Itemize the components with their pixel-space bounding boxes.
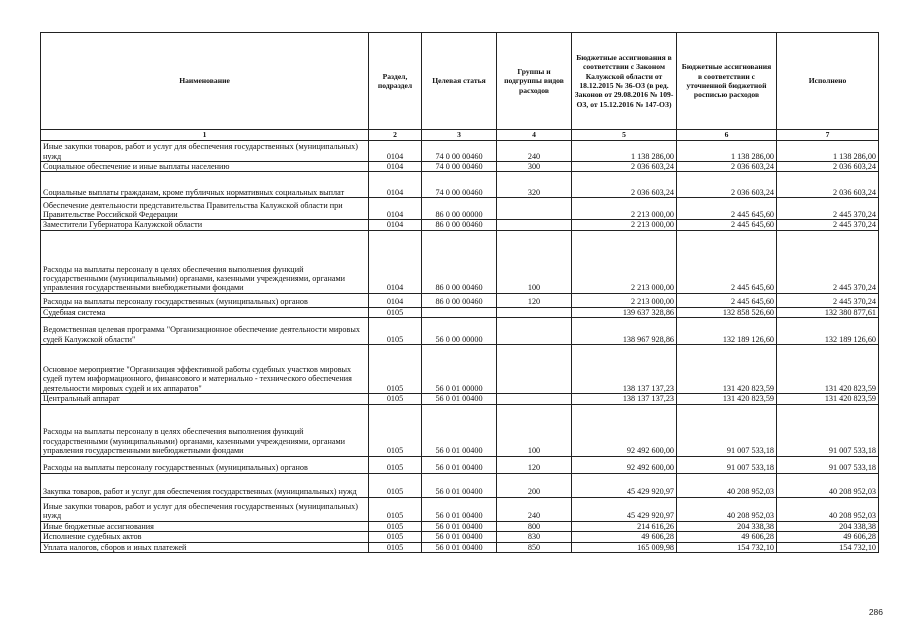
cell-expense-group: 320: [497, 172, 572, 198]
cell-name: Иные закупки товаров, работ и услуг для обеспечения государственных (муниципальных) нужд: [41, 497, 369, 521]
page-number: 286: [868, 607, 883, 617]
table-row: [41, 404, 879, 456]
cell-revised-appropriations: 132 189 126,60: [677, 318, 777, 345]
table-row: [41, 220, 879, 230]
cell-section: 0105: [369, 345, 422, 394]
cell-revised-appropriations: 132 858 526,60: [677, 307, 777, 317]
cell-name: Обеспечение деятельности представительства Правительства Калужской области при Правительстве Российской Федерации: [41, 198, 369, 220]
cell-expense-group: 240: [497, 141, 572, 162]
cell-expense-group: [497, 307, 572, 317]
cell-target-article: 86 0 00 00460: [422, 293, 497, 307]
cell-section: 0104: [369, 220, 422, 230]
cell-target-article: 86 0 00 00460: [422, 220, 497, 230]
cell-section: 0105: [369, 318, 422, 345]
cell-expense-group: 850: [497, 542, 572, 552]
table-body: [41, 141, 879, 553]
cell-name: Иные закупки товаров, работ и услуг для обеспечения государственных (муниципальных) нужд: [41, 141, 369, 162]
cell-name: Закупка товаров, работ и услуг для обеспечения государственных (муниципальных) нужд: [41, 473, 369, 497]
cell-executed: 1 138 286,00: [777, 141, 879, 162]
cell-target-article: 56 0 01 00400: [422, 542, 497, 552]
cell-section: 0104: [369, 198, 422, 220]
table-row: [41, 318, 879, 345]
cell-law-appropriations: 1 138 286,00: [572, 141, 677, 162]
cell-law-appropriations: 92 492 600,00: [572, 456, 677, 473]
cell-revised-appropriations: 2 445 645,60: [677, 198, 777, 220]
cell-revised-appropriations: 154 732,10: [677, 542, 777, 552]
cell-executed: 204 338,38: [777, 521, 879, 531]
column-number: 5: [572, 130, 677, 141]
cell-name: Расходы на выплаты персоналу государственных (муниципальных) органов: [41, 293, 369, 307]
cell-law-appropriations: 2 213 000,00: [572, 220, 677, 230]
cell-law-appropriations: 138 967 928,86: [572, 318, 677, 345]
cell-executed: 40 208 952,03: [777, 497, 879, 521]
cell-section: 0104: [369, 141, 422, 162]
cell-section: 0105: [369, 497, 422, 521]
cell-executed: 40 208 952,03: [777, 473, 879, 497]
cell-revised-appropriations: 40 208 952,03: [677, 473, 777, 497]
cell-section: 0104: [369, 172, 422, 198]
cell-law-appropriations: 214 616,26: [572, 521, 677, 531]
cell-revised-appropriations: 2 445 645,60: [677, 293, 777, 307]
cell-section: 0104: [369, 293, 422, 307]
cell-law-appropriations: 165 009,98: [572, 542, 677, 552]
header-expense-group: Группы и подгруппы видов расходов: [497, 33, 572, 130]
cell-target-article: 56 0 01 00400: [422, 473, 497, 497]
cell-name: Расходы на выплаты персоналу государственных (муниципальных) органов: [41, 456, 369, 473]
cell-target-article: 86 0 00 00000: [422, 198, 497, 220]
cell-executed: 131 420 823,59: [777, 345, 879, 394]
table-row: [41, 162, 879, 172]
cell-section: 0105: [369, 404, 422, 456]
cell-name: Социальное обеспечение и иные выплаты населению: [41, 162, 369, 172]
cell-name: Иные бюджетные ассигнования: [41, 521, 369, 531]
cell-executed: 2 445 370,24: [777, 220, 879, 230]
cell-revised-appropriations: 2 036 603,24: [677, 162, 777, 172]
table-header-row: [41, 33, 879, 130]
cell-expense-group: 300: [497, 162, 572, 172]
cell-revised-appropriations: 131 420 823,59: [677, 394, 777, 404]
cell-name: Социальные выплаты гражданам, кроме публичных нормативных социальных выплат: [41, 172, 369, 198]
cell-section: 0104: [369, 162, 422, 172]
cell-revised-appropriations: 2 445 645,60: [677, 220, 777, 230]
cell-target-article: [422, 307, 497, 317]
cell-law-appropriations: 138 137 137,23: [572, 394, 677, 404]
cell-revised-appropriations: 131 420 823,59: [677, 345, 777, 394]
cell-law-appropriations: 2 213 000,00: [572, 293, 677, 307]
cell-target-article: 56 0 01 00400: [422, 521, 497, 531]
cell-revised-appropriations: 49 606,28: [677, 532, 777, 542]
cell-target-article: 56 0 00 00000: [422, 318, 497, 345]
table-row: [41, 497, 879, 521]
cell-law-appropriations: 138 137 137,23: [572, 345, 677, 394]
column-number: 7: [777, 130, 879, 141]
cell-expense-group: 100: [497, 404, 572, 456]
column-number-row: [41, 130, 879, 141]
cell-expense-group: [497, 220, 572, 230]
cell-target-article: 56 0 01 00400: [422, 404, 497, 456]
table-row: [41, 456, 879, 473]
table-row: [41, 473, 879, 497]
cell-executed: 2 036 603,24: [777, 162, 879, 172]
cell-law-appropriations: 45 429 920,97: [572, 497, 677, 521]
cell-law-appropriations: 139 637 328,86: [572, 307, 677, 317]
header-section: Раздел, подраздел: [369, 33, 422, 130]
cell-name: Заместители Губернатора Калужской области: [41, 220, 369, 230]
column-number: 2: [369, 130, 422, 141]
cell-law-appropriations: 49 606,28: [572, 532, 677, 542]
cell-law-appropriations: 45 429 920,97: [572, 473, 677, 497]
cell-executed: 2 445 370,24: [777, 198, 879, 220]
cell-revised-appropriations: 91 007 533,18: [677, 404, 777, 456]
cell-executed: 2 445 370,24: [777, 293, 879, 307]
cell-target-article: 74 0 00 00460: [422, 172, 497, 198]
cell-name: Судебная система: [41, 307, 369, 317]
header-name: Наименование: [41, 33, 369, 130]
cell-executed: 132 189 126,60: [777, 318, 879, 345]
cell-executed: 2 445 370,24: [777, 230, 879, 293]
cell-expense-group: 200: [497, 473, 572, 497]
cell-executed: 91 007 533,18: [777, 404, 879, 456]
column-number: 6: [677, 130, 777, 141]
header-law-appropriations: Бюджетные ассигнования в соответствии с Законом Калужской области от 18.12.2015 № 36-ОЗ (в ред. Законов от 29.08.2016 № 109-ОЗ, от 15.12.2016 № 147-ОЗ): [572, 33, 677, 130]
cell-section: 0105: [369, 307, 422, 317]
cell-executed: 91 007 533,18: [777, 456, 879, 473]
table-row: [41, 394, 879, 404]
cell-expense-group: 800: [497, 521, 572, 531]
cell-section: 0105: [369, 542, 422, 552]
cell-section: 0105: [369, 521, 422, 531]
cell-section: 0105: [369, 456, 422, 473]
cell-section: 0105: [369, 394, 422, 404]
cell-law-appropriations: 2 036 603,24: [572, 162, 677, 172]
table-row: [41, 345, 879, 394]
cell-target-article: 74 0 00 00460: [422, 141, 497, 162]
cell-expense-group: [497, 394, 572, 404]
cell-expense-group: 240: [497, 497, 572, 521]
cell-executed: 154 732,10: [777, 542, 879, 552]
cell-law-appropriations: 2 036 603,24: [572, 172, 677, 198]
cell-revised-appropriations: 91 007 533,18: [677, 456, 777, 473]
cell-executed: 131 420 823,59: [777, 394, 879, 404]
cell-executed: 2 036 603,24: [777, 172, 879, 198]
cell-revised-appropriations: 40 208 952,03: [677, 497, 777, 521]
cell-expense-group: 100: [497, 230, 572, 293]
cell-law-appropriations: 2 213 000,00: [572, 230, 677, 293]
cell-expense-group: [497, 345, 572, 394]
cell-revised-appropriations: 2 036 603,24: [677, 172, 777, 198]
cell-expense-group: 120: [497, 456, 572, 473]
cell-law-appropriations: 2 213 000,00: [572, 198, 677, 220]
header-target-article: Целевая статья: [422, 33, 497, 130]
column-number: 1: [41, 130, 369, 141]
cell-target-article: 74 0 00 00460: [422, 162, 497, 172]
table-row: [41, 141, 879, 162]
table-row: [41, 293, 879, 307]
table-row: [41, 230, 879, 293]
cell-expense-group: 830: [497, 532, 572, 542]
column-number: 3: [422, 130, 497, 141]
header-executed: Исполнено: [777, 33, 879, 130]
cell-section: 0105: [369, 473, 422, 497]
cell-name: Уплата налогов, сборов и иных платежей: [41, 542, 369, 552]
cell-expense-group: 120: [497, 293, 572, 307]
cell-expense-group: [497, 198, 572, 220]
header-revised-appropriations: Бюджетные ассигнования в соответствии с уточненной бюджетной росписью расходов: [677, 33, 777, 130]
table-row: [41, 532, 879, 542]
cell-executed: 49 606,28: [777, 532, 879, 542]
cell-law-appropriations: 92 492 600,00: [572, 404, 677, 456]
table-row: [41, 542, 879, 552]
cell-name: Основное мероприятие "Организация эффективной работы судебных участков мировых судей путем информационного, финансового и материально - технического обеспечения деятельности мировых судей и их аппаратов": [41, 345, 369, 394]
table-row: [41, 307, 879, 317]
column-number: 4: [497, 130, 572, 141]
cell-expense-group: [497, 318, 572, 345]
cell-target-article: 56 0 01 00400: [422, 394, 497, 404]
cell-executed: 132 380 877,61: [777, 307, 879, 317]
budget-execution-table: [40, 32, 879, 553]
cell-name: Ведомственная целевая программа "Организационное обеспечение деятельности мировых судей Калужской области": [41, 318, 369, 345]
cell-name: Центральный аппарат: [41, 394, 369, 404]
cell-target-article: 56 0 01 00000: [422, 345, 497, 394]
cell-section: 0105: [369, 532, 422, 542]
cell-target-article: 86 0 00 00460: [422, 230, 497, 293]
cell-revised-appropriations: 204 338,38: [677, 521, 777, 531]
table-row: [41, 172, 879, 198]
cell-target-article: 56 0 01 00400: [422, 532, 497, 542]
cell-revised-appropriations: 2 445 645,60: [677, 230, 777, 293]
cell-revised-appropriations: 1 138 286,00: [677, 141, 777, 162]
cell-target-article: 56 0 01 00400: [422, 497, 497, 521]
cell-target-article: 56 0 01 00400: [422, 456, 497, 473]
cell-name: Расходы на выплаты персоналу в целях обеспечения выполнения функций государственными (муниципальными) органами, казенными учреждениями, органами управления государственными внебюджетными фондами: [41, 404, 369, 456]
table-row: [41, 198, 879, 220]
cell-section: 0104: [369, 230, 422, 293]
cell-name: Исполнение судебных актов: [41, 532, 369, 542]
table-row: [41, 521, 879, 531]
cell-name: Расходы на выплаты персоналу в целях обеспечения выполнения функций государственными (муниципальными) органами, казенными учреждениями, органами управления государственными внебюджетными фондами: [41, 230, 369, 293]
